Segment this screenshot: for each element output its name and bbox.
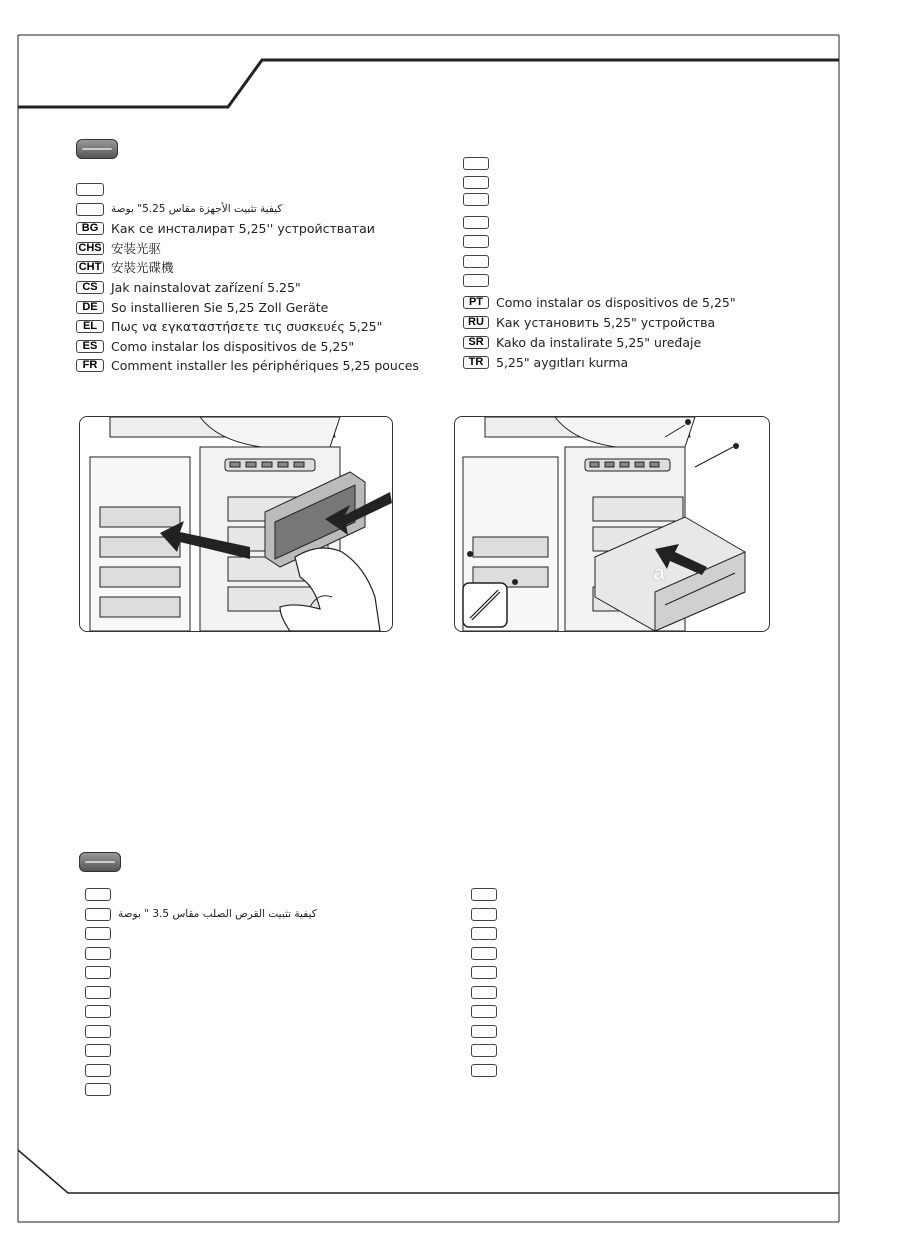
language-code-tag [463,216,489,229]
language-code-tag [85,1005,111,1018]
language-code-tag [463,235,489,248]
language-entry-label: Как се инсталират 5,25'' устройстватаи [111,221,375,237]
language-entry-label: Как установить 5,25" устройства [496,315,716,330]
language-code-tag: CHT [76,261,104,274]
language-entry-label: كيفية تثبيت الأجهزة مقاس 5.25" بوصة [111,202,283,215]
language-entry-label: Jak nainstalovat zařízení 5.25" [111,280,301,295]
language-code-tag: EL [76,320,104,333]
language-code-tag: ES [76,340,104,353]
language-code-tag [463,157,489,170]
language-code-tag [85,1044,111,1057]
language-code-tag [85,888,111,901]
language-code-tag: RU [463,316,489,329]
section-tab-icon [76,139,118,159]
language-entry-label: 安裝光碟機 [111,260,174,276]
language-code-tag [76,203,104,216]
language-code-tag: TR [463,356,489,369]
language-entry-label: Πως να εγκαταστήσετε τις συσκευές 5,25" [111,319,383,335]
language-entry-label: Como instalar los dispositivos de 5,25" [111,338,355,354]
language-entry-label: كيفية تثبيت القرص الصلب مقاس 3.5 " بوصة [118,907,317,920]
language-code-tag [85,947,111,960]
language-code-tag [76,183,104,196]
language-code-tag: CHS [76,242,104,255]
language-code-tag [85,1083,111,1096]
language-code-tag: DE [76,301,104,314]
language-code-tag [471,908,497,921]
language-code-tag [85,1025,111,1038]
language-code-tag [85,1064,111,1077]
language-code-tag [471,1025,497,1038]
figure-marker-a: a [653,560,666,585]
figure-remove-bay-cover [79,416,393,632]
language-code-tag [471,1064,497,1077]
section-tab-icon-2 [79,852,121,872]
language-entry-label: So installieren Sie 5,25 Zoll Geräte [111,299,329,315]
language-entry-label: 安装光驱 [111,240,162,256]
language-code-tag [85,927,111,940]
language-code-tag [85,966,111,979]
language-code-tag: BG [76,222,104,235]
language-code-tag [463,193,489,206]
language-code-tag [463,274,489,287]
language-code-tag: FR [76,359,104,372]
language-code-tag [85,908,111,921]
language-code-tag [463,176,489,189]
language-code-tag [471,986,497,999]
language-entry-label: 5,25" aygıtları kurma [496,355,629,370]
language-code-tag [85,986,111,999]
figure-insert-drive [454,416,770,632]
language-entry-label: Kako da instalirate 5,25" uređaje [496,335,702,350]
language-code-tag [463,255,489,268]
language-code-tag [471,966,497,979]
language-code-tag: PT [463,296,489,309]
language-code-tag [471,1044,497,1057]
language-code-tag [471,927,497,940]
language-code-tag [471,947,497,960]
language-code-tag [471,888,497,901]
language-code-tag [471,1005,497,1018]
language-entry-label: Como instalar os dispositivos de 5,25" [496,295,736,310]
language-entry-label: Comment installer les périphériques 5,25 pouces [111,358,419,374]
language-code-tag: SR [463,336,489,349]
language-code-tag: CS [76,281,104,294]
